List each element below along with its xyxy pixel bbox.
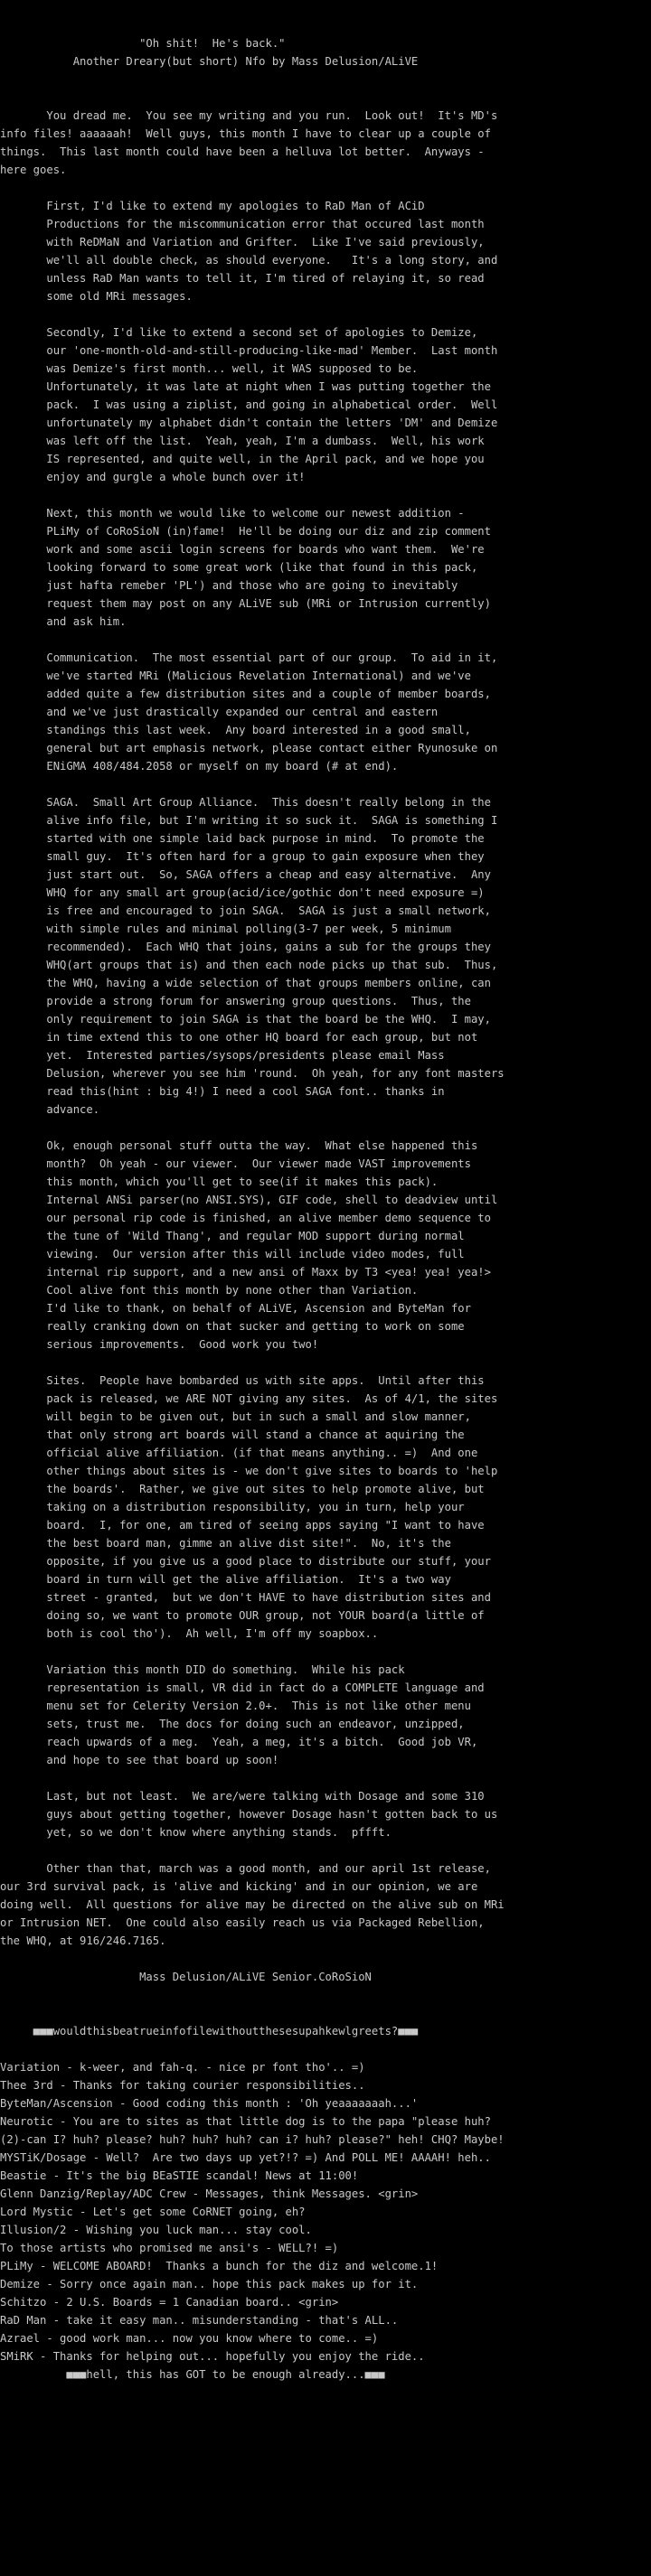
blank-line (0, 2040, 651, 2058)
text-line: Azrael - good work man... now you know where to come.. =) (0, 2332, 379, 2345)
text-line: First, I'd like to extend my apologies to RaD Man of ACiD (0, 200, 425, 212)
text-line: the boards'. Rather, we give out sites to help promote alive, but (0, 1483, 485, 1495)
blank-line (0, 1986, 651, 2004)
text-line: unless RaD Man wants to tell it, I'm tired of relaying it, so read (0, 272, 485, 285)
text-line: I'd like to thank, on behalf of ALiVE, Ascension and ByteMan for (0, 1302, 471, 1315)
text-line: Beastie - It's the big BEaSTIE scandal! News at 11:00! (0, 2169, 359, 2182)
text-line: Illusion/2 - Wishing you luck man... stay cool. (0, 2224, 312, 2236)
text-line: RaD Man - take it easy man.. misunderstanding - that's ALL.. (0, 2314, 399, 2327)
blank-line (0, 2004, 651, 2022)
text-line: yet, so we don't know where anything stands. pffft. (0, 1826, 392, 1839)
text-line: was left off the list. Yeah, yeah, I'm a dumbass. Well, his work (0, 435, 485, 447)
text-line: viewing. Our version after this will include video modes, full (0, 1248, 465, 1260)
text-line: board in turn will get the alive affiliation. It's a two way (0, 1573, 451, 1586)
text-line: SMiRK - Thanks for helping out... hopefully you enjoy the ride.. (0, 2350, 425, 2363)
text-line: Another Dreary(but short) Nfo by Mass Delusion/ALiVE (0, 55, 419, 68)
text-line: pack is released, we ARE NOT giving any sites. As of 4/1, the sites (0, 1392, 498, 1405)
text-line: Other than that, march was a good month, and our april 1st release, (0, 1862, 491, 1875)
text-line: general but art emphasis network, please contact either Ryunosuke on (0, 742, 498, 754)
text-line: recommended). Each WHQ that joins, gains a sub for the groups they (0, 941, 491, 953)
text-line: the WHQ, at 916/246.7165. (0, 1934, 166, 1947)
text-line: Internal ANSi parser(no ANSI.SYS), GIF code, shell to deadview until (0, 1194, 498, 1206)
text-line: pack. I was using a ziplist, and going in alphabetical order. Well (0, 398, 498, 411)
text-line: (2)-can I? huh? please? huh? huh? huh? can i? huh? please?" heh! CHQ? Maybe! (0, 2133, 505, 2146)
text-line: request them may post on any ALiVE sub (MRi or Intrusion currently) (0, 597, 491, 610)
text-line: work and some ascii login screens for boards who want them. We're (0, 543, 485, 556)
blank-line (0, 1841, 651, 1859)
text-line: guys about getting together, however Dosage hasn't gotten back to us (0, 1808, 498, 1821)
blank-line (0, 486, 651, 504)
text-line: Schitzo - 2 U.S. Boards = 1 Canadian board.. <grin> (0, 2296, 339, 2309)
text-line: alive info file, but I'm writing it so suck it. SAGA is something I (0, 814, 498, 827)
text-line: our 3rd survival pack, is 'alive and kicking' and in our opinion, we are (0, 1880, 478, 1893)
text-line: looking forward to some great work (like that found in this pack, (0, 561, 478, 574)
text-line: "Oh shit! He's back." (0, 37, 286, 50)
text-line: really cranking down on that sucker and getting to work on some (0, 1320, 465, 1333)
blank-line (0, 775, 651, 793)
text-line: SAGA. Small Art Group Alliance. This doesn't really belong in the (0, 796, 491, 809)
text-line: reach upwards of a meg. Yeah, a meg, it's a bitch. Good job VR, (0, 1736, 478, 1748)
text-line: that only strong art boards will stand a chance at aquiring the (0, 1429, 465, 1441)
text-line: opposite, if you give us a good place to distribute our stuff, your (0, 1555, 491, 1568)
text-line: Delusion, wherever you see him 'round. Oh yeah, for any font masters (0, 1067, 505, 1080)
blank-line (0, 1354, 651, 1372)
text-line: PLiMy - WELCOME ABOARD! Thanks a bunch for the diz and welcome.1! (0, 2260, 439, 2272)
text-line: Glenn Danzig/Replay/ADC Crew - Messages, think Messages. <grin> (0, 2187, 419, 2200)
text-line: ByteMan/Ascension - Good coding this month : 'Oh yeaaaaaaah...' (0, 2097, 419, 2110)
text-line: street - granted, but we don't HAVE to have distribution sites and (0, 1591, 491, 1604)
text-line: in time extend this to one other HQ board for each group, but not (0, 1031, 478, 1044)
text-line: and hope to see that board up soon! (0, 1754, 279, 1766)
text-line: just hafta remeber 'PL') and those who are going to inevitably (0, 579, 458, 592)
text-line: small guy. It's often hard for a group to gain exposure when they (0, 850, 485, 863)
text-line: MYSTiK/Dosage - Well? Are two days up yet?!? =) And POLL ME! AAAAH! heh.. (0, 2151, 491, 2164)
text-line: Next, this month we would like to welcome our newest addition - (0, 507, 465, 520)
text-line: the tune of 'Wild Thang', and regular MOD support during normal (0, 1230, 465, 1242)
text-line: both is cool tho'). Ah well, I'm off my soapbox.. (0, 1627, 379, 1640)
text-line: month? Oh yeah - our viewer. Our viewer made VAST improvements (0, 1157, 471, 1170)
text-line: or Intrusion NET. One could also easily reach us via Packaged Rebellion, (0, 1916, 485, 1929)
nfo-text (0, 34, 651, 2384)
text-line: the best board man, gimme an alive dist site!". No, it's the (0, 1537, 451, 1550)
text-line: Last, but not least. We are/were talking with Dosage and some 310 (0, 1790, 485, 1803)
text-line: Sites. People have bombarded us with site apps. Until after this (0, 1374, 485, 1387)
text-line: Variation - k-weer, and fah-q. - nice pr font tho'.. =) (0, 2061, 365, 2074)
text-line: will begin to be given out, but in such a small and slow manner, (0, 1410, 471, 1423)
text-line: and we've just drastically expanded our central and eastern (0, 706, 439, 718)
text-line: read this(hint : big 4!) I need a cool SAGA font.. thanks in (0, 1085, 445, 1098)
text-line: Neurotic - You are to sites as that little dog is to the papa "please huh? (0, 2115, 491, 2128)
text-line: some old MRi messages. (0, 290, 193, 303)
text-line: advance. (0, 1103, 100, 1116)
text-line: Communication. The most essential part of our group. To aid in it, (0, 651, 498, 664)
text-line: doing well. All questions for alive may be directed on the alive sub on MRi (0, 1898, 505, 1911)
text-line: yet. Interested parties/sysops/presidents please email Mass (0, 1049, 445, 1062)
text-line: unfortunately my alphabet didn't contain the letters 'DM' and Demize (0, 417, 498, 429)
text-line: we'll all double check, as should everyone. It's a long story, and (0, 254, 498, 267)
text-line: doing so, we want to promote OUR group, not YOUR board(a little of (0, 1609, 485, 1622)
text-line: was Demize's first month... well, it WAS supposed to be. (0, 362, 419, 375)
text-line: Lord Mystic - Let's get some CoRNET going, eh? (0, 2206, 306, 2218)
text-line: is free and encouraged to join SAGA. SAGA is just a small network, (0, 904, 491, 917)
blank-line (0, 70, 651, 89)
text-line: official alive affiliation. (if that means anything.. =) And one (0, 1447, 478, 1459)
blank-line (0, 305, 651, 323)
text-line: provide a strong forum for answering group questions. Thus, the (0, 995, 471, 1007)
text-line: the WHQ, having a wide selection of that groups members online, can (0, 977, 491, 989)
blank-line (0, 1769, 651, 1787)
text-line: Thee 3rd - Thanks for taking courier responsibilities.. (0, 2079, 365, 2092)
text-line: To those artists who promised me ansi's - WELL?! =) (0, 2242, 339, 2254)
text-line: enjoy and gurgle a whole bunch over it! (0, 471, 306, 483)
blank-line (0, 1119, 651, 1137)
text-line: ■■■hell, this has GOT to be enough already...■■■ (0, 2368, 385, 2381)
text-line: and ask him. (0, 615, 127, 628)
text-line: Variation this month DID do something. While his pack (0, 1663, 405, 1676)
text-line: Unfortunately, it was late at night when I was putting together the (0, 380, 491, 393)
text-line: ■■■wouldthisbeatrueinfofilewithoutthesesupahkewlgreets?■■■ (0, 2025, 419, 2037)
text-line: our personal rip code is finished, an alive member demo sequence to (0, 1212, 491, 1224)
text-line: serious improvements. Good work you two! (0, 1338, 319, 1351)
text-line: this month, which you'll get to see(if it makes this pack). (0, 1176, 439, 1188)
blank-line (0, 89, 651, 107)
text-line: our 'one-month-old-and-still-producing-like-mad' Member. Last month (0, 344, 498, 357)
text-line: with ReDMaN and Variation and Grifter. Like I've said previously, (0, 236, 485, 248)
text-line: Secondly, I'd like to extend a second set of apologies to Demize, (0, 326, 478, 339)
text-line: only requirement to join SAGA is that the board be the WHQ. I may, (0, 1013, 491, 1026)
text-line: PLiMy of CoRoSioN (in)fame! He'll be doing our diz and zip comment (0, 525, 491, 538)
text-line: IS represented, and quite well, in the April pack, and we hope you (0, 453, 485, 465)
blank-line (0, 631, 651, 649)
text-line: Productions for the miscommunication error that occured last month (0, 218, 485, 230)
blank-line (0, 1643, 651, 1661)
text-line: ENiGMA 408/484.2058 or myself on my board (# at end). (0, 760, 399, 773)
text-line: other things about sites is - we don't give sites to boards to 'help (0, 1465, 498, 1477)
text-line: board. I, for one, am tired of seeing apps saying "I want to have (0, 1519, 485, 1532)
text-line: info files! aaaaaah! Well guys, this month I have to clear up a couple of (0, 127, 491, 140)
text-line: representation is small, VR did in fact do a COMPLETE language and (0, 1681, 485, 1694)
text-line: with simple rules and minimal polling(3-7 per week, 5 minimum (0, 923, 451, 935)
text-line: just start out. So, SAGA offers a cheap and easy alternative. Any (0, 868, 491, 881)
text-line: Mass Delusion/ALiVE Senior.CoRoSioN (0, 1971, 372, 1983)
text-line: Cool alive font this month by none other than Variation. (0, 1284, 419, 1297)
text-line: started with one simple laid back purpose in mind. To promote the (0, 832, 485, 845)
text-line: internal rip support, and a new ansi of Maxx by T3 <yea! yea! yea!> (0, 1266, 491, 1279)
blank-line (0, 179, 651, 197)
text-line: taking on a distribution responsibility, you in turn, help your (0, 1501, 465, 1513)
text-line: WHQ for any small art group(acid/ice/gothic don't need exposure =) (0, 886, 485, 899)
text-line: standings this last week. Any board interested in a good small, (0, 724, 471, 736)
text-line: here goes. (0, 164, 67, 176)
text-line: You dread me. You see my writing and you run. Look out! It's MD's (0, 109, 498, 122)
blank-line (0, 1950, 651, 1968)
text-line: menu set for Celerity Version 2.0+. This is not like other menu (0, 1700, 471, 1712)
text-line: things. This last month could have been a helluva lot better. Anyways - (0, 145, 485, 158)
text-line: WHQ(art groups that is) and then each node picks up that sub. Thus, (0, 959, 498, 971)
text-line: Ok, enough personal stuff outta the way. What else happened this (0, 1139, 478, 1152)
text-line: Demize - Sorry once again man.. hope this pack makes up for it. (0, 2278, 419, 2290)
text-line: we've started MRi (Malicious Revelation International) and we've (0, 670, 471, 682)
text-line: added quite a few distribution sites and a couple of member boards, (0, 688, 491, 700)
text-line: sets, trust me. The docs for doing such an endeavor, unzipped, (0, 1718, 465, 1730)
